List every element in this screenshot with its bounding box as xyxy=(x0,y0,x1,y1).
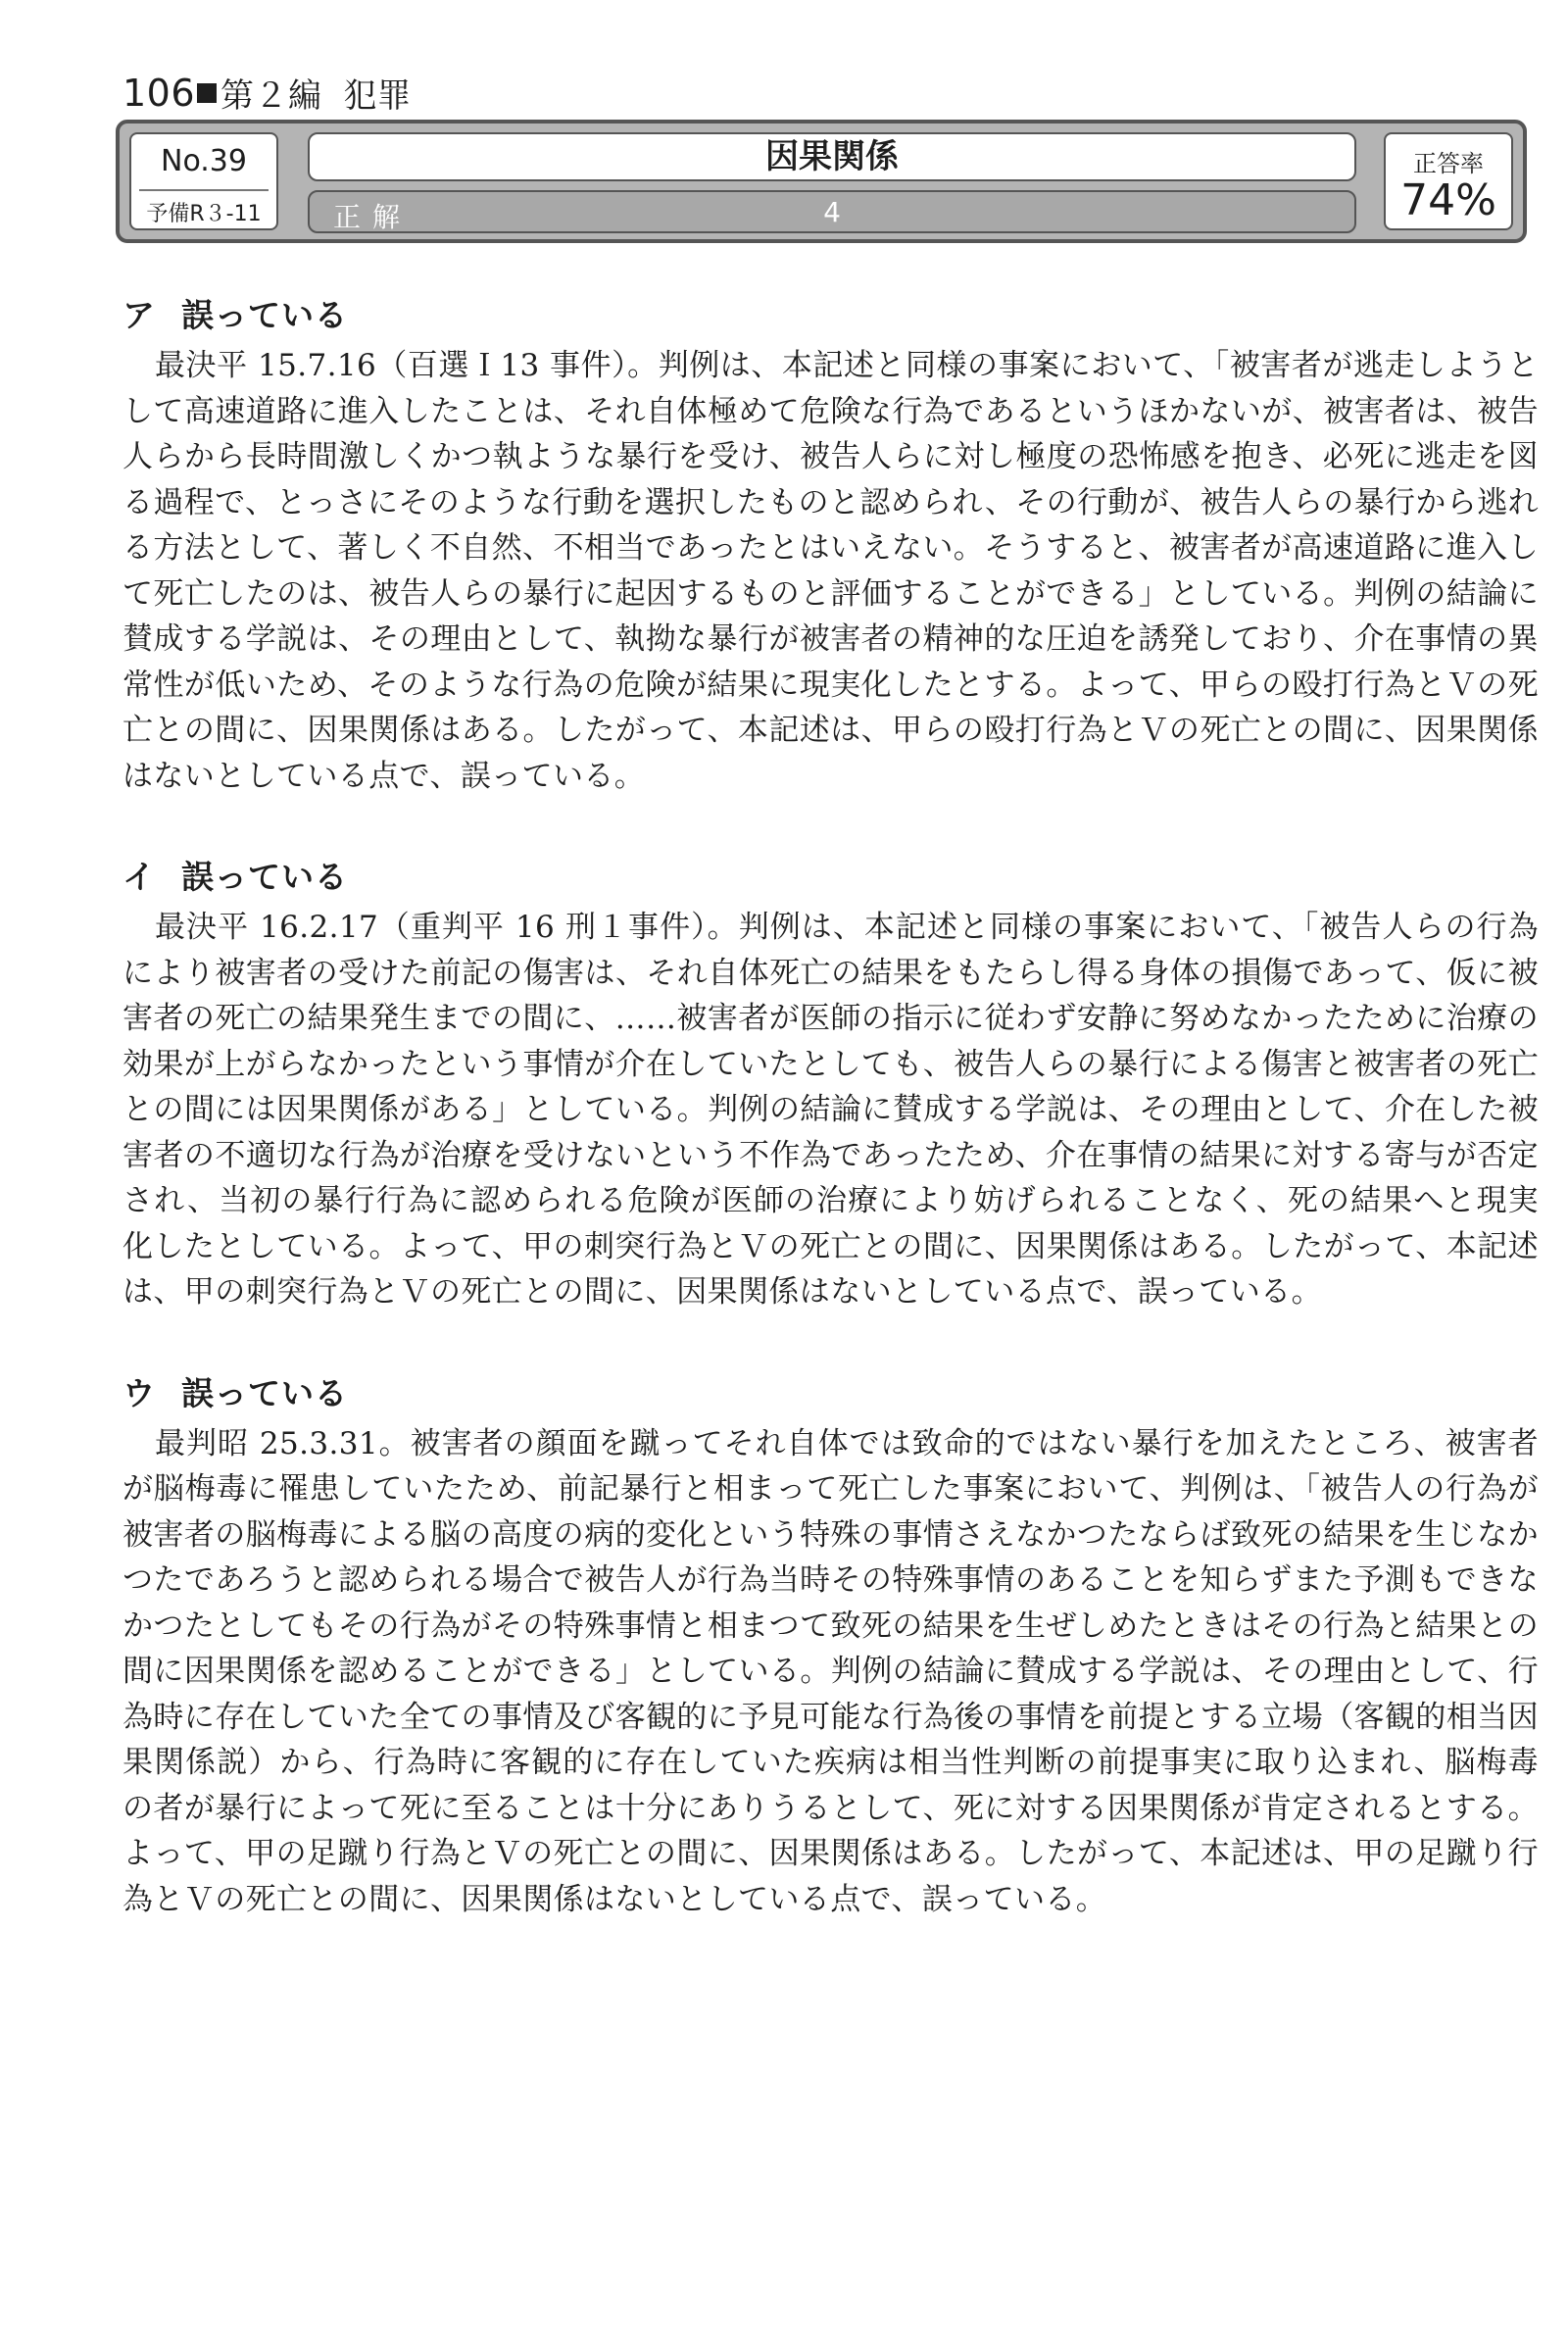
section-body: 最決平 15.7.16（百選Ｉ13 事件）。判例は、本記述と同様の事案において、「被害者が逃走しようとして高速道路に進入したことは、それ自体極めて危険な行為であるというほかないが、被害者は、被告人らから長時間激しくかつ執ような暴行を受け、被告人らに対し極度の恐怖感を抱き、必死に逃走を図る過程で、とっさにそのような行動を選択したものと認められ、その行動が、被告人らの暴行から逃れる方法として、著しく不自然、不相当であったとはいえない。そうすると、被害者が高速道路に進入して死亡したのは、被告人らの暴行に起因するものと評価することができる」としている。判例の結論に賛成する学説は、その理由として、執拗な暴行が被害者の精神的な圧迫を誘発しており、介在事情の異常性が低いため、そのような行為の危険が結果に現実化したとする。よって、甲らの殴打行為とＶの死亡との間に、因果関係はある。したがって、本記述は、甲らの殴打行為とＶの死亡との間に、因果関係はないとしている点で、誤っている。 xyxy=(122,348,1540,794)
correct-rate-label: 正答率 xyxy=(1413,150,1484,177)
question-number: No.39 xyxy=(161,144,247,178)
question-header xyxy=(116,120,1527,243)
correct-rate-box xyxy=(1384,132,1513,230)
answer-value: 4 xyxy=(823,196,841,228)
section-verdict: 誤っている xyxy=(181,1373,348,1412)
section-heading xyxy=(122,294,1539,337)
answer-bar xyxy=(308,190,1356,233)
running-head xyxy=(122,69,412,117)
correct-rate-value: 74% xyxy=(1400,175,1496,225)
section-body: 最判昭 25.3.31。被害者の顔面を蹴ってそれ自体では致命的ではない暴行を加えたところ、被害者が脳梅毒に罹患していたため、前記暴行と相まって死亡した事案において、判例は、「被告人の行為が被害者の脳梅毒による脳の高度の病的変化という特殊の事情さえなかつたならば致死の結果を生じなかつたであろうと認められる場合で被告人が行為当時その特殊事情のあることを知らずまた予測もできなかつたとしてもその行為がその特殊事情と相まつて致死の結果を生ぜしめたときはその行為と結果との間に因果関係を認めることができる」としている。判例の結論に賛成する学説は、その理由として、行為時に存在していた全ての事情及び客観的に予見可能な行為後の事情を前提とする立場（客観的相当因果関係説）から、行為時に客観的に存在していた疾病は相当性判断の前提事実に取り込まれ、脳梅毒の者が暴行によって死に至ることは十分にありうるとして、死に対する因果関係が肯定されるとする。よって、甲の足蹴り行為とＶの死亡との間に、因果関係はある。したがって、本記述は、甲の足蹴り行為とＶの死亡との間に、因果関係はないとしている点で、誤っている。 xyxy=(122,1425,1539,1917)
square-bullet-icon xyxy=(197,83,217,103)
chapter-label: 犯罪 xyxy=(343,76,412,116)
section-verdict: 誤っている xyxy=(181,858,348,896)
section-verdict: 誤っている xyxy=(181,296,348,334)
question-id-box xyxy=(129,132,278,230)
explanation-section-i xyxy=(122,856,1539,1315)
page-number: 106 xyxy=(122,71,196,115)
answer-label: 正解 xyxy=(333,201,413,233)
divider xyxy=(139,189,269,191)
explanation-section-a xyxy=(122,294,1539,799)
section-mark: イ xyxy=(122,858,156,896)
explanation-section-u xyxy=(122,1372,1539,1923)
part-label: 第２編 xyxy=(220,76,322,116)
section-heading xyxy=(122,856,1539,899)
section-body: 最決平 16.2.17（重判平 16 刑１事件）。判例は、本記述と同様の事案において、「被告人らの行為により被害者の受けた前記の傷害は、それ自体死亡の結果をもたらし得る身体の損傷であって、仮に被害者の死亡の結果発生までの間に、……被害者が医師の指示に従わず安静に努めなかったために治療の効果が上がらなかったという事情が介在していたとしても、被告人らの暴行による傷害と被害者の死亡との間には因果関係がある」としている。判例の結論に賛成する学説は、その理由として、介在した被害者の不適切な行為が治療を受けないという不作為であったため、介在事情の結果に対する寄与が否定され、当初の暴行行為に認められる危険が医師の治療により妨げられることなく、死の結果へと現実化したとしている。よって、甲の刺突行為とＶの死亡との間に、因果関係はある。したがって、本記述は、甲の刺突行為とＶの死亡との間に、因果関係はないとしている点で、誤っている。 xyxy=(122,910,1539,1310)
section-mark: ウ xyxy=(122,1373,156,1412)
section-heading xyxy=(122,1372,1539,1415)
section-mark: ア xyxy=(122,296,156,334)
explanation-content xyxy=(122,294,1539,1979)
question-source: 予備R３-11 xyxy=(146,202,262,226)
question-title: 因果関係 xyxy=(308,132,1356,181)
